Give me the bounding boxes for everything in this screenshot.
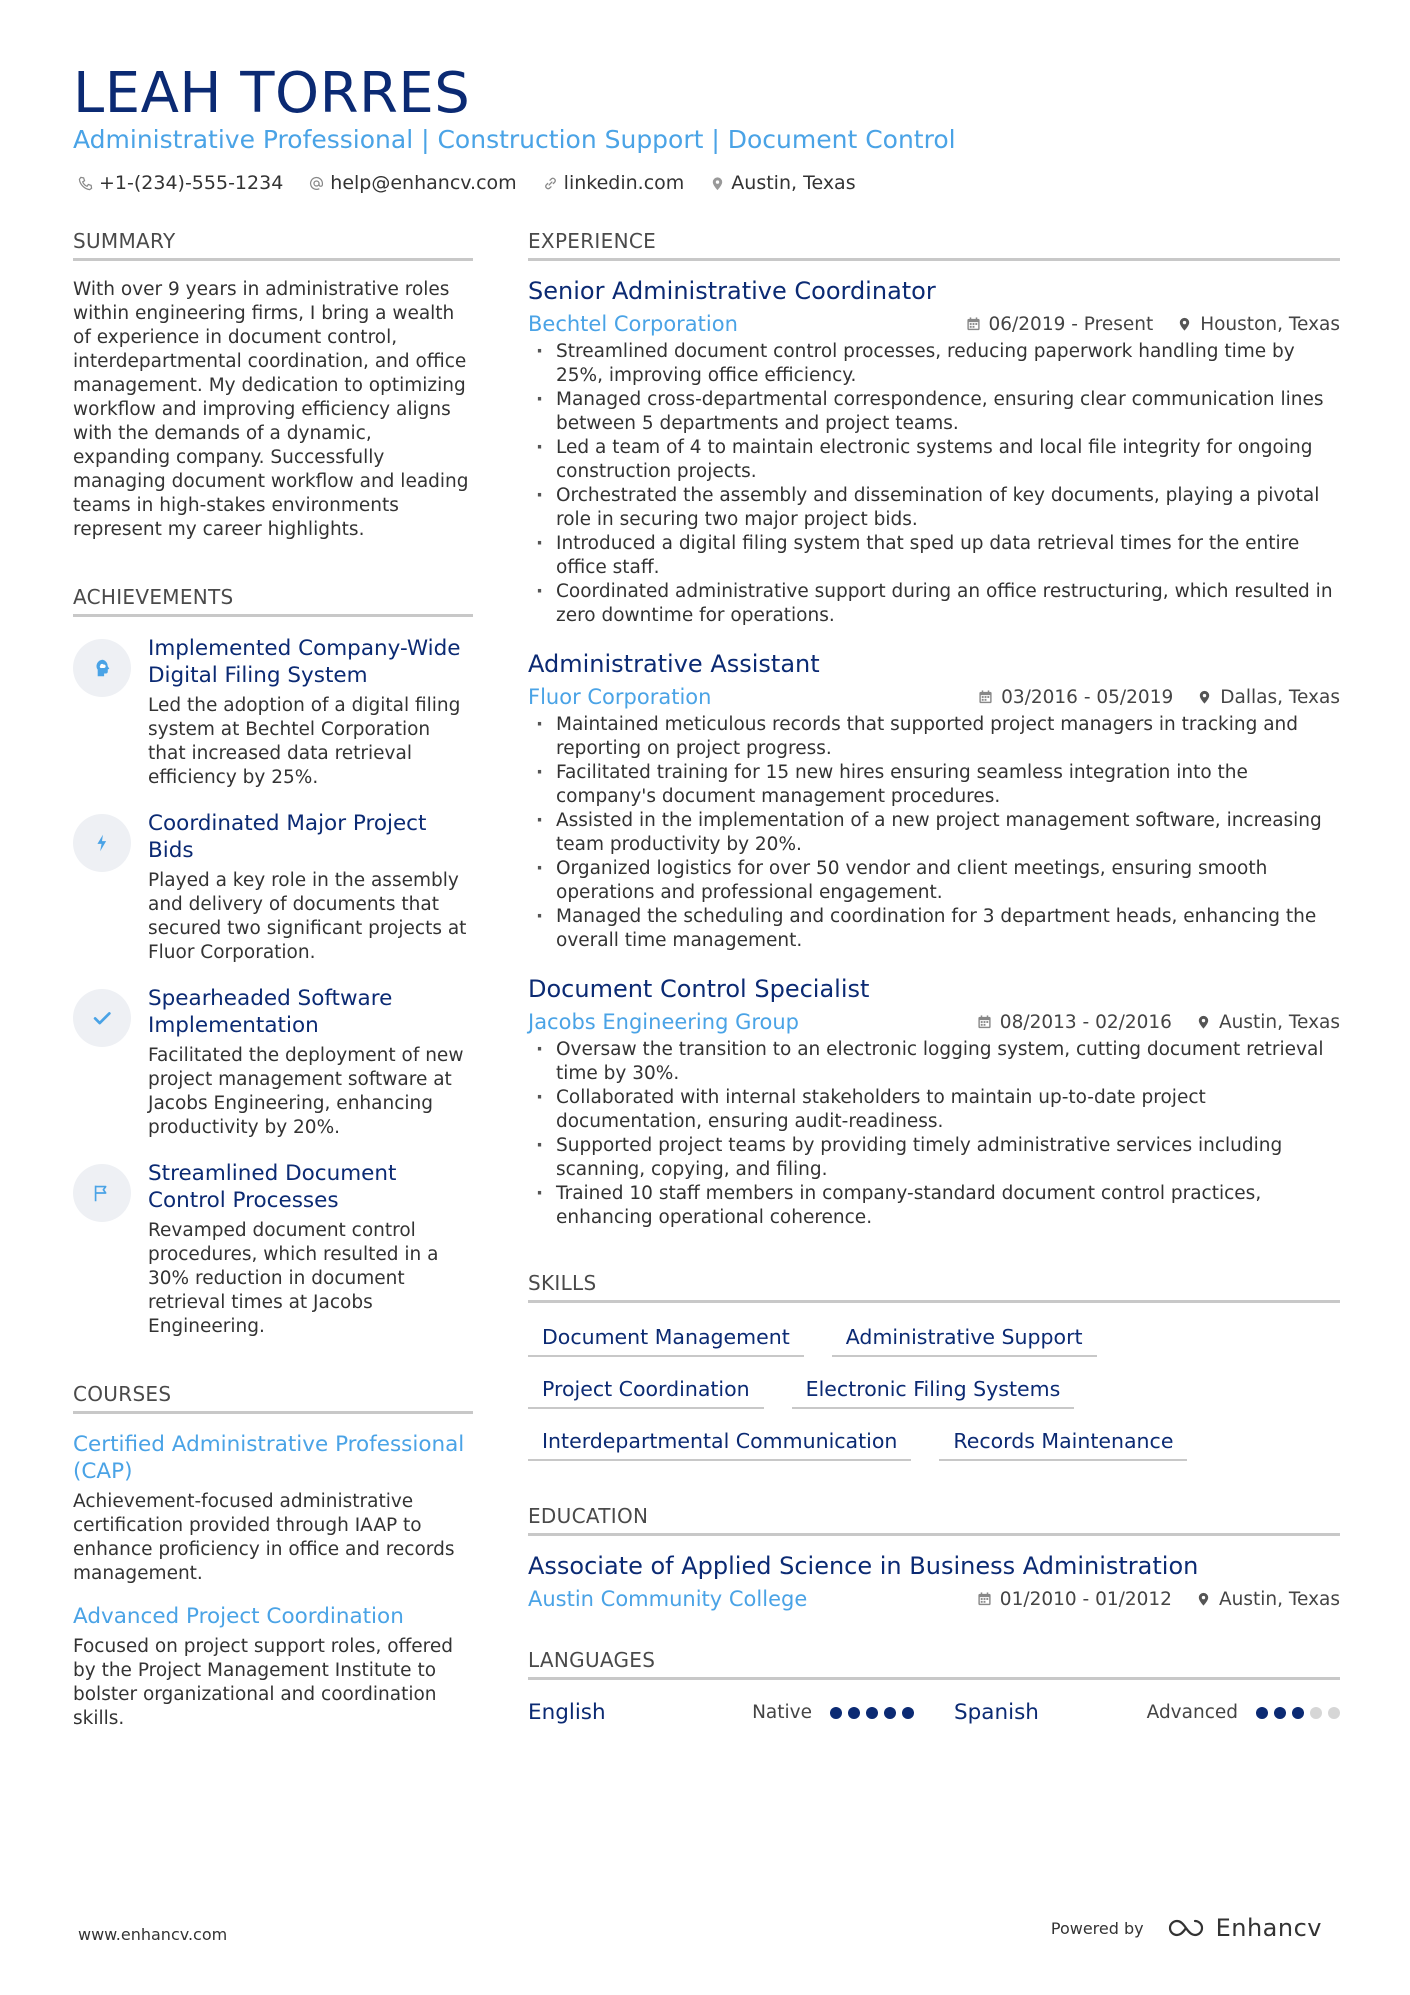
job-bullet: · Maintained meticulous records that supported project managers in tracking and reporting on project progress. xyxy=(528,713,1340,761)
achievement-icon-wrap xyxy=(73,639,131,697)
lightning-icon xyxy=(91,832,113,854)
achievement-item xyxy=(73,810,473,965)
job-entry xyxy=(528,973,1340,1230)
achievement-desc: Facilitated the deployment of new project management software at Jacobs Engineering, enhancing productivity by 20%. xyxy=(148,1045,464,1138)
skills-list xyxy=(528,1325,1340,1461)
skill-tag: Document Management xyxy=(528,1325,804,1357)
rating-dot-filled xyxy=(848,1707,860,1719)
job-bullet: · Assisted in the implementation of a new project management software, increasing team productivity by 20%. xyxy=(528,809,1340,857)
rating-dot-filled xyxy=(884,1707,896,1719)
language-rating xyxy=(830,1707,914,1719)
calendar-icon xyxy=(978,689,993,705)
checkmark-icon xyxy=(91,1007,113,1029)
language-level: Native xyxy=(752,1702,812,1723)
job-bullet: · Introduced a digital filing system that sped up data retrieval times for the entire office staff. xyxy=(528,532,1340,580)
flag-icon xyxy=(91,1182,113,1204)
achievement-desc: Played a key role in the assembly and delivery of documents that secured two significant projects at Fluor Corporation. xyxy=(148,870,467,963)
courses-heading: COURSES xyxy=(73,1381,473,1414)
powered-by-text: Powered by xyxy=(1050,1918,1144,1938)
achievement-item xyxy=(73,635,473,790)
candidate-title: Administrative Professional | Construction Support | Document Control xyxy=(73,125,956,154)
job-dates xyxy=(978,687,1173,708)
rating-dot-filled xyxy=(1292,1707,1304,1719)
job-bullet: · Streamlined document control processes, reducing paperwork handling time by 25%, improving office efficiency. xyxy=(528,340,1340,388)
brand-logo[interactable] xyxy=(1166,1914,1322,1942)
rating-dot-filled xyxy=(1256,1707,1268,1719)
rating-dot-filled xyxy=(1274,1707,1286,1719)
contact-email[interactable] xyxy=(309,170,516,196)
job-bullets xyxy=(528,340,1340,628)
achievement-title: Coordinated Major Project Bids xyxy=(148,811,427,863)
calendar-icon xyxy=(977,1591,992,1607)
skill-tag: Electronic Filing Systems xyxy=(792,1377,1075,1409)
contact-phone-text: +1-(234)-555-1234 xyxy=(99,172,284,194)
language-item xyxy=(954,1700,1340,1725)
rating-dot-filled xyxy=(866,1707,878,1719)
brain-icon xyxy=(91,657,113,679)
skill-tag: Records Maintenance xyxy=(939,1429,1187,1461)
job-title: Document Control Specialist xyxy=(528,975,870,1003)
education-school: Austin Community College xyxy=(528,1587,808,1611)
skill-tag: Administrative Support xyxy=(832,1325,1097,1357)
job-meta xyxy=(528,310,1340,338)
job-company: Fluor Corporation xyxy=(528,685,712,709)
job-title: Senior Administrative Coordinator xyxy=(528,277,936,305)
enhancv-logo-icon xyxy=(1166,1917,1206,1939)
course-desc: Focused on project support roles, offered by the Project Management Institute to bolster organizational and coordination skills. xyxy=(73,1636,453,1729)
education-degree: Associate of Applied Science in Business Administration xyxy=(528,1552,1199,1580)
footer-website[interactable]: www.enhancv.com xyxy=(78,1925,228,1944)
achievement-desc: Led the adoption of a digital filing system at Bechtel Corporation that increased data retrieval efficiency by 25%. xyxy=(148,695,461,788)
job-meta xyxy=(528,1008,1340,1036)
left-column xyxy=(73,228,473,1731)
languages-list xyxy=(528,1700,1340,1725)
job-location xyxy=(1197,687,1340,708)
job-location xyxy=(1196,1012,1340,1033)
language-rating xyxy=(1256,1707,1340,1719)
language-level: Advanced xyxy=(1146,1702,1238,1723)
achievement-title: Spearheaded Software Implementation xyxy=(148,986,393,1038)
achievement-title: Implemented Company-Wide Digital Filing System xyxy=(148,636,461,688)
achievement-desc: Revamped document control procedures, which resulted in a 30% reduction in document retrieval times at Jacobs Engineering. xyxy=(148,1220,439,1337)
job-entry xyxy=(528,648,1340,953)
at-icon xyxy=(309,176,324,191)
location-pin-icon xyxy=(1196,1014,1211,1030)
contact-location-text: Austin, Texas xyxy=(731,172,856,194)
rating-dot-filled xyxy=(830,1707,842,1719)
calendar-icon xyxy=(966,316,981,332)
rating-dot-empty xyxy=(1328,1707,1340,1719)
education-meta xyxy=(528,1585,1340,1613)
course-item xyxy=(73,1431,473,1586)
job-bullet: · Orchestrated the assembly and dissemination of key documents, playing a pivotal role in securing two major project bids. xyxy=(528,484,1340,532)
contact-linkedin[interactable] xyxy=(543,170,685,196)
contact-email-text: help@enhancv.com xyxy=(330,172,517,194)
achievement-item xyxy=(73,1160,473,1339)
job-bullet: · Oversaw the transition to an electronic logging system, cutting document retrieval time by 30%. xyxy=(528,1038,1340,1086)
achievement-icon-wrap xyxy=(73,814,131,872)
job-bullet: · Supported project teams by providing timely administrative services including scanning, copying, and filing. xyxy=(528,1134,1340,1182)
location-pin-icon xyxy=(710,176,725,191)
rating-dot-empty xyxy=(1310,1707,1322,1719)
job-company: Jacobs Engineering Group xyxy=(528,1010,800,1034)
language-name: Spanish xyxy=(954,1700,1039,1725)
location-pin-icon xyxy=(1177,316,1192,332)
job-bullets xyxy=(528,713,1340,953)
job-bullet: · Collaborated with internal stakeholders to maintain up-to-date project documentation, ensuring audit-readiness. xyxy=(528,1086,1340,1134)
job-bullet: · Coordinated administrative support during an office restructuring, which resulted in zero downtime for operations. xyxy=(528,580,1340,628)
job-bullet: · Led a team of 4 to maintain electronic systems and local file integrity for ongoing construction projects. xyxy=(528,436,1340,484)
job-location-text: Houston, Texas xyxy=(1200,313,1340,335)
job-bullets xyxy=(528,1038,1340,1230)
education-heading: EDUCATION xyxy=(528,1503,1340,1536)
summary-text: With over 9 years in administrative roles within engineering firms, I bring a wealth of experience in document control, interdepartmental coordination, and office management. My dedication to optimizing workflow and improving efficiency aligns with the demands of a dynamic, expanding company. Successfully managing document workflow and leading teams in high-stakes environments represent my career highlights. xyxy=(73,279,469,540)
location-pin-icon xyxy=(1197,689,1212,705)
course-item xyxy=(73,1603,473,1731)
calendar-icon xyxy=(977,1014,992,1030)
summary-heading: SUMMARY xyxy=(73,228,473,261)
job-bullet: · Trained 10 staff members in company-standard document control practices, enhancing operational coherence. xyxy=(528,1182,1340,1230)
job-bullet: · Managed the scheduling and coordination for 3 department heads, enhancing the overall time management. xyxy=(528,905,1340,953)
achievement-icon-wrap xyxy=(73,1164,131,1222)
rating-dot-filled xyxy=(902,1707,914,1719)
job-bullet: · Managed cross-departmental correspondence, ensuring clear communication lines between 5 departments and project teams. xyxy=(528,388,1340,436)
language-item xyxy=(528,1700,914,1725)
job-location xyxy=(1177,314,1340,335)
job-dates xyxy=(966,314,1154,335)
job-location-text: Austin, Texas xyxy=(1218,1011,1340,1033)
education-dates xyxy=(977,1589,1172,1610)
education-dates-text: 01/2010 - 01/2012 xyxy=(999,1588,1172,1610)
skill-tag: Interdepartmental Communication xyxy=(528,1429,911,1461)
job-dates-text: 08/2013 - 02/2016 xyxy=(999,1011,1172,1033)
skills-heading: SKILLS xyxy=(528,1270,1340,1303)
job-entry xyxy=(528,275,1340,628)
job-dates xyxy=(977,1012,1172,1033)
achievement-title: Streamlined Document Control Processes xyxy=(148,1161,397,1213)
course-title: Advanced Project Coordination xyxy=(73,1604,404,1629)
location-pin-icon xyxy=(1196,1591,1211,1607)
phone-icon xyxy=(78,176,93,191)
education-location-text: Austin, Texas xyxy=(1218,1588,1340,1610)
link-icon xyxy=(543,176,558,191)
language-name: English xyxy=(528,1700,606,1725)
brand-name: Enhancv xyxy=(1215,1914,1322,1942)
education-entry xyxy=(528,1550,1340,1613)
course-desc: Achievement-focused administrative certification provided through IAAP to enhance proficiency in office and records management. xyxy=(73,1491,455,1584)
candidate-name: LEAH TORRES xyxy=(73,61,471,126)
right-column xyxy=(528,228,1340,1725)
achievements-heading: ACHIEVEMENTS xyxy=(73,584,473,617)
education-location xyxy=(1196,1589,1340,1610)
contact-bar xyxy=(78,170,856,196)
languages-heading: LANGUAGES xyxy=(528,1647,1340,1680)
job-company: Bechtel Corporation xyxy=(528,312,738,336)
job-meta xyxy=(528,683,1340,711)
experience-heading: EXPERIENCE xyxy=(528,228,1340,261)
job-bullet: · Facilitated training for 15 new hires ensuring seamless integration into the company's document management procedures. xyxy=(528,761,1340,809)
job-dates-text: 03/2016 - 05/2019 xyxy=(1001,686,1174,708)
job-location-text: Dallas, Texas xyxy=(1220,686,1340,708)
achievement-item xyxy=(73,985,473,1140)
achievement-icon-wrap xyxy=(73,989,131,1047)
job-bullet: · Organized logistics for over 50 vendor and client meetings, ensuring smooth operations and professional engagement. xyxy=(528,857,1340,905)
skill-tag: Project Coordination xyxy=(528,1377,764,1409)
job-title: Administrative Assistant xyxy=(528,650,820,678)
job-dates-text: 06/2019 - Present xyxy=(988,313,1154,335)
footer-branding xyxy=(1051,1914,1322,1942)
course-title: Certified Administrative Professional (CAP) xyxy=(73,1432,465,1484)
contact-location xyxy=(710,170,855,196)
contact-linkedin-text: linkedin.com xyxy=(563,172,685,194)
contact-phone[interactable] xyxy=(78,170,283,196)
